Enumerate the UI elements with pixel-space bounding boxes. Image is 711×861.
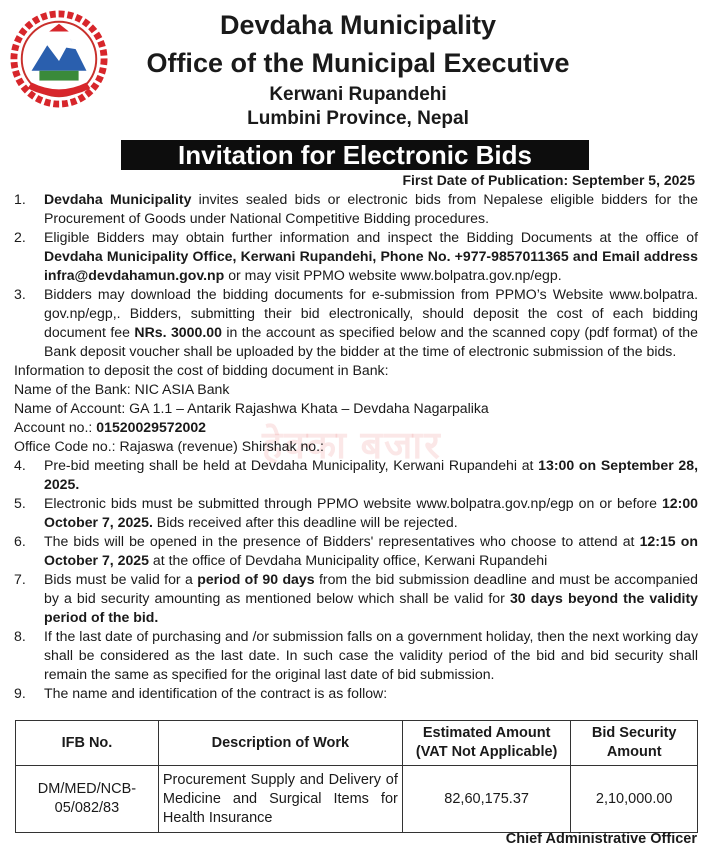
list-item: 5. Electronic bids must be submitted through PPMO website www.bolpatra.gov.np/egp on or before 12:00 October 7, 2025. Bids received after this deadline will be rejected. bbox=[14, 495, 698, 530]
column-header: Bid Security Amount bbox=[571, 721, 698, 766]
bank-name: Name of the Bank: NIC ASIA Bank bbox=[14, 381, 230, 397]
ifb-number: DM/MED/NCB-05/082/83 bbox=[16, 766, 159, 833]
publication-date: First Date of Publication: September 5, 2025 bbox=[402, 172, 695, 188]
watermark: हेक्का बजार bbox=[262, 425, 442, 467]
signatory: Chief Administrative Officer bbox=[505, 831, 697, 847]
notice-title-banner: Invitation for Electronic Bids bbox=[121, 140, 589, 170]
work-description: Procurement Supply and Delivery of Medicine and Surgical Items for Health Insurance bbox=[158, 766, 402, 833]
list-item: 8. If the last date of purchasing and /or submission falls on a government holiday, then the next working day shall be considered as the last date. In such case the validity period of the bid and bid security shall remain the same as specified for the original last date of bid submission. bbox=[14, 628, 698, 682]
list-item: 6. The bids will be opened in the presence of Bidders' representatives who choose to attend at 12:15 on October 7, 2025 at the office of Devdaha Municipality office, Kerwani Rupandehi bbox=[14, 533, 698, 568]
list-item: 1. Devdaha Municipality invites sealed bids or electronic bids from Nepalese eligible bidders for the Procurement of Goods under National Competitive Bidding procedures. bbox=[14, 191, 699, 226]
column-header: IFB No. bbox=[16, 721, 159, 766]
list-item: 7. Bids must be valid for a period of 90 days from the bid submission deadline and must be accompanied by a bid security amounting as mentioned below which shall be valid for 30 days beyond the validity period of the bid. bbox=[14, 571, 699, 625]
header bbox=[0, 0, 711, 138]
column-header: Description of Work bbox=[158, 721, 402, 766]
nepal-emblem-icon bbox=[10, 10, 108, 108]
column-header: Estimated Amount (VAT Not Applicable) bbox=[402, 721, 571, 766]
list-item: 4. Pre-bid meeting shall be held at Devdaha Municipality, Kerwani Rupandehi at 13:00 on September 28, 2025. bbox=[14, 457, 698, 492]
bid-security-amount: 2,10,000.00 bbox=[571, 766, 698, 833]
contract-table bbox=[15, 720, 698, 833]
province: Lumbini Province, Nepal bbox=[247, 108, 469, 129]
account-name: Name of Account: GA 1.1 – Antarik Rajashwa Khata – Devdaha Nagarpalika bbox=[14, 400, 489, 416]
list-item: 9. The name and identification of the contract is as follow: bbox=[14, 685, 388, 701]
office-location: Kerwani Rupandehi bbox=[269, 84, 447, 105]
list-item: 3. Bidders may download the bidding documents for e-submission from PPMO’s Website www.bolpatra. gov.np/egp,. Bidders, submitting their bid electronically, should deposit the cost of each bidding document fee NRs. 3000.00 in the account as specified below and the scanned copy (pdf format) of the Bank deposit voucher shall be uploaded by the bidder at the time of electronic submission of the bids. bbox=[14, 286, 698, 359]
list-item: 2. Eligible Bidders may obtain further information and inspect the Bidding Documents at the office of Devdaha Municipality Office, Kerwani Rupandehi, Phone No. +977-9857011365 and Email address infra@devdahamun.gov.np or may visit PPMO website www.bolpatra.gov.np/egp. bbox=[14, 229, 698, 283]
office-name: Office of the Municipal Executive bbox=[146, 48, 570, 78]
municipality-name: Devdaha Municipality bbox=[219, 10, 497, 40]
table-row bbox=[16, 766, 698, 833]
estimated-amount: 82,60,175.37 bbox=[402, 766, 571, 833]
bank-info-intro: Information to deposit the cost of bidding document in Bank: bbox=[14, 362, 389, 378]
account-number: Account no.: 01520029572002 bbox=[14, 419, 207, 435]
table-header-row bbox=[16, 721, 698, 766]
notice-body bbox=[14, 190, 698, 703]
office-code: Office Code no.: Rajaswa (revenue) Shirshak no.: bbox=[14, 438, 324, 454]
